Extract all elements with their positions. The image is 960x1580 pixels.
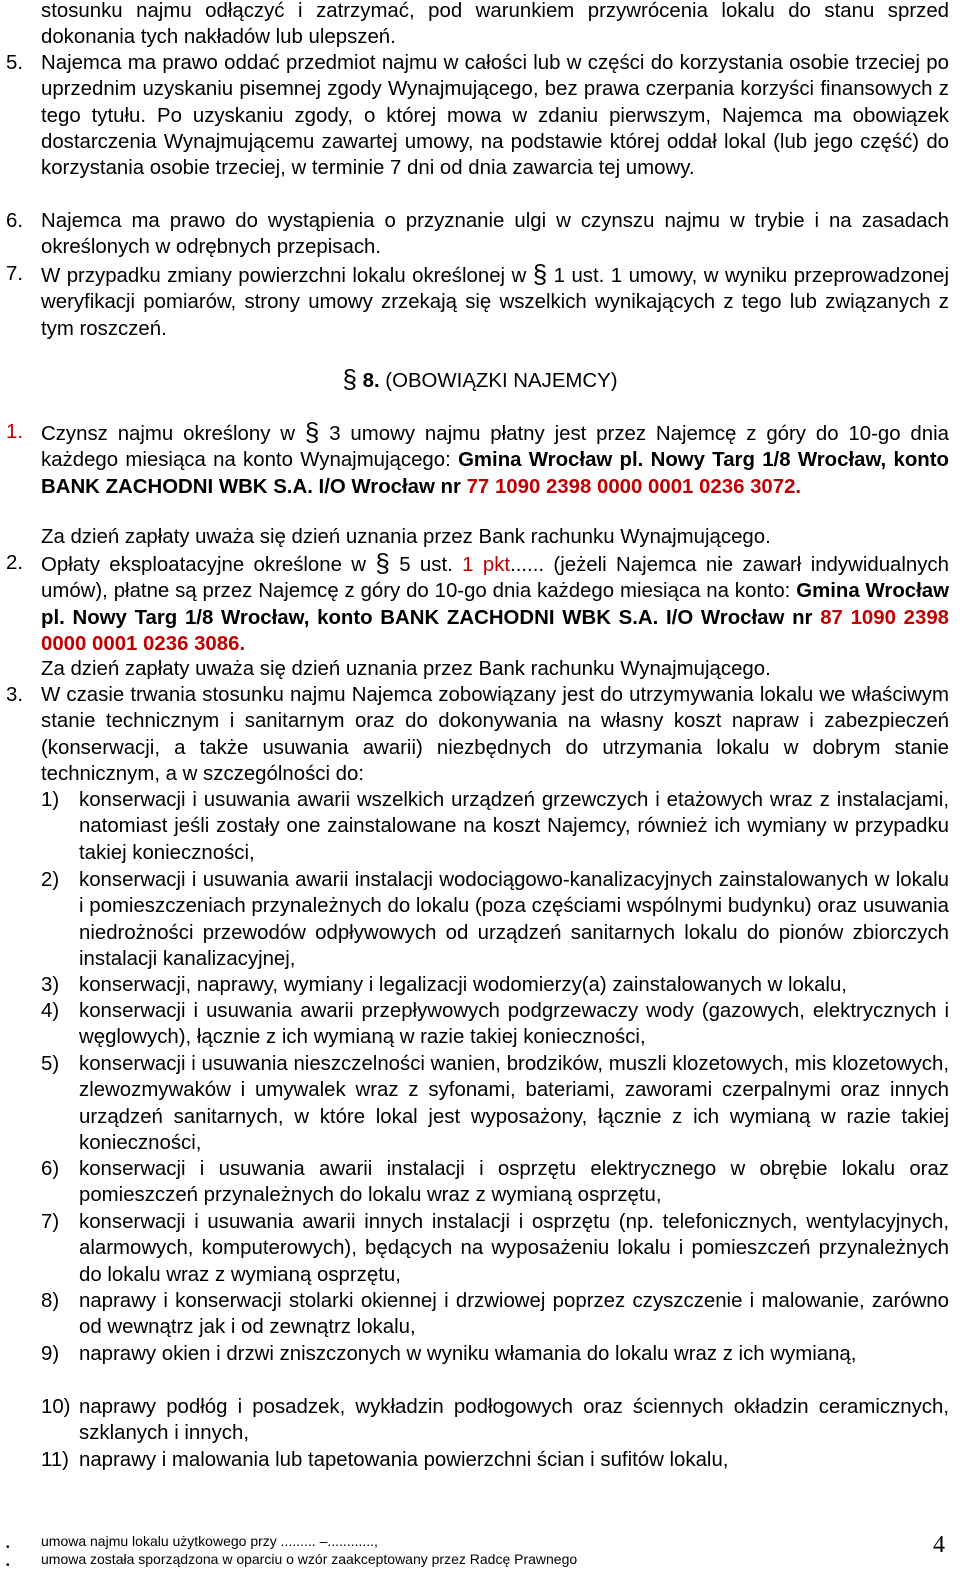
subitem: konserwacji i usuwania awarii instalacji i osprzętu elektrycznego w obrębie lokalu oraz pomieszczeń przynależnych do lokalu wraz z wymianą osprzętu, <box>79 1158 949 1207</box>
subitem: konserwacji i usuwania awarii wszelkich urządzeń grzewczych i etażowych wraz z instalacjami, natomiast jeśli zostały one zainstalowane na koszt Najemcy, również ich wymiany w przypadku takiej konieczności, <box>79 789 949 864</box>
item-number: 3. <box>6 684 24 706</box>
fees-text-a: Opłaty eksploatacyjne określone w <box>41 554 367 576</box>
obligation-3-maintenance: W czasie trwania stosunku najmu Najemca zobowiązany jest do utrzymywania lokalu we właściwym stanie technicznym i sanitarnym oraz do dokonywania na własny koszt napraw i zabezpieczeń (konserwacji, a także usuwania awarii) niezbędnych do utrzymania lokalu w dobrym stanie technicznym, a w szczególności do: <box>41 684 949 785</box>
section-sign: § <box>342 364 357 394</box>
page-number: 4 <box>933 1532 945 1558</box>
subitem-number: 6) <box>41 1158 60 1180</box>
subitem-number: 4) <box>41 1000 60 1022</box>
subitem: konserwacji i usuwania awarii przepływowych podgrzewaczy wody (gazowych, elektrycznych i węglowych), łącznie z ich wymianą w razie takiej konieczności, <box>79 1000 949 1049</box>
pkt-reference: 1 pkt <box>462 554 511 576</box>
paragraph-5: Najemca ma prawo oddać przedmiot najmu w całości lub w części do korzystania osobie trzeciej po uprzednim uzyskaniu pisemnej zgody Wynajmującego, bez prawa czerpania korzyści finansowych z tego tytułu. Po uzyskaniu zgody, o której mowa w zdaniu pierwszym, Najemca ma obowiązek dostarczenia Wynajmującemu zawartej umowy, na podstawie której oddał lokal (lub jego część) do korzystania osobie trzeciej, w terminie 7 dni od dnia zawarcia tej umowy. <box>41 52 949 180</box>
subitem: naprawy i konserwacji stolarki okiennej i drzwiowej poprzez czyszczenie i malowanie, zarówno od wewnątrz jak i od zewnątrz lokalu, <box>79 1290 949 1339</box>
footer-bullet: • <box>6 1560 10 1571</box>
subitem-number: 7) <box>41 1211 60 1233</box>
account-number: 77 1090 2398 0000 0001 0236 3072. <box>466 475 802 498</box>
subitem: konserwacji i usuwania awarii innych instalacji i osprzętu (np. telefonicznych, wentylacyjnych, alarmowych, komputerowych), będących na wyposażeniu lokalu i pomieszczeń przynależnych do lokalu wraz z wymianą osprzętu, <box>79 1211 949 1286</box>
subitem: konserwacji, naprawy, wymiany i legalizacji wodomierzy(a) zainstalowanych w lokalu, <box>79 974 847 996</box>
subitem-number: 8) <box>41 1290 60 1312</box>
subitem-number: 11) <box>41 1449 69 1471</box>
subitem-number: 2) <box>41 869 60 891</box>
obligation-2-fees <box>41 550 949 657</box>
fees-text-c: ...... (jeżeli Najemca nie zawarł indywidualnych umów), płatne są przez Najemcę z góry do 10-go dnia każdego miesiąca na konto: <box>41 554 949 603</box>
subitem: konserwacji i usuwania awarii instalacji wodociągowo-kanalizacyjnych zainstalowanych w lokalu i pomieszczeniach przynależnych do lokalu (poza częściami wspólnymi budynku) oraz usuwania niedrożności przewodów odpływowych od urządzeń sanitarnych lokalu do pionów zbiorczych instalacji kanalizacyjnej, <box>79 869 949 970</box>
footer-line: umowa najmu lokalu użytkowego przy ......... –............, <box>41 1533 378 1549</box>
payment-date-note: Za dzień zapłaty uważa się dzień uznania przez Bank rachunku Wynajmującego. <box>41 658 771 680</box>
obligation-1-rent <box>41 419 949 500</box>
item-number: 2. <box>6 552 24 574</box>
section-heading <box>0 366 960 394</box>
item-number: 6. <box>6 210 24 232</box>
payment-date-note: Za dzień zapłaty uważa się dzień uznania przez Bank rachunku Wynajmującego. <box>41 526 771 548</box>
rent-text-a: Czynsz najmu określony w <box>41 423 295 445</box>
account-number: 87 1090 2398 0000 0001 0236 3086. <box>41 606 950 655</box>
bank-details: Gmina Wrocław pl. Nowy Targ 1/8 Wrocław, konto BANK ZACHODNI WBK S.A. I/O Wrocław nr <box>41 580 949 629</box>
section-sign: § <box>375 548 390 578</box>
subitem-number: 10) <box>41 1396 71 1418</box>
paragraph-6: Najemca ma prawo do wystąpienia o przyznanie ulgi w czynszu najmu w trybie i na zasadach określonych w odrębnych przepisach. <box>41 210 949 259</box>
subitem: naprawy podłóg i posadzek, wykładzin podłogowych oraz ściennych okładzin ceramicznych, szklanych i innych, <box>79 1396 949 1445</box>
item-number: 5. <box>6 52 24 74</box>
rent-text-b: 3 umowy najmu płatny jest przez Najemcę z góry do 10-go dnia każdego miesiąca na konto Wynajmującego: <box>41 423 949 472</box>
subitem: naprawy okien i drzwi zniszczonych w wyniku włamania do lokalu wraz z ich wymianą, <box>79 1343 857 1365</box>
paragraph-7-part-b: 1 ust. 1 umowy, w wyniku przeprowadzonej weryfikacji pomiarów, strony umowy zrzekają się wszelkich wynikających z tego lub związanych z tym roszczeń. <box>41 265 950 340</box>
subitem: konserwacji i usuwania nieszczelności wanien, brodzików, muszli klozetowych, mis klozetowych, zlewozmywaków i umywalek wraz z syfonami, bateriami, zaworami czerpalnymi oraz innych urządzeń sanitarnych, w które lokal jest wyposażony, łącznie z ich wymianą w razie takiej konieczności, <box>79 1053 949 1154</box>
paragraph-7-part-a: W przypadku zmiany powierzchni lokalu określonej w <box>41 265 527 287</box>
subitem-number: 1) <box>41 789 60 811</box>
fees-text-b: 5 ust. <box>399 554 453 576</box>
item-number: 1. <box>6 421 24 443</box>
paragraph-7 <box>41 261 949 342</box>
subitem-number: 5) <box>41 1053 60 1075</box>
subitem-number: 9) <box>41 1343 60 1365</box>
footer-bullet: • <box>6 1542 10 1553</box>
bank-details: Gmina Wrocław pl. Nowy Targ 1/8 Wrocław, konto BANK ZACHODNI WBK S.A. I/O Wrocław nr <box>41 449 949 498</box>
section-sign: § <box>532 259 548 289</box>
continued-paragraph: stosunku najmu odłączyć i zatrzymać, pod warunkiem przywrócenia lokalu do stanu sprzed dokonania tych nakładów lub ulepszeń. <box>41 0 949 49</box>
item-number: 7. <box>6 263 24 285</box>
subitem: naprawy i malowania lub tapetowania powierzchni ścian i sufitów lokalu, <box>79 1449 729 1471</box>
footer-line: umowa została sporządzona w oparciu o wzór zaakceptowany przez Radcę Prawnego <box>41 1551 578 1567</box>
section-number: 8. <box>362 370 380 392</box>
section-sign: § <box>304 417 320 447</box>
section-title: (OBOWIĄZKI NAJEMCY) <box>385 370 618 392</box>
subitem-number: 3) <box>41 974 60 996</box>
